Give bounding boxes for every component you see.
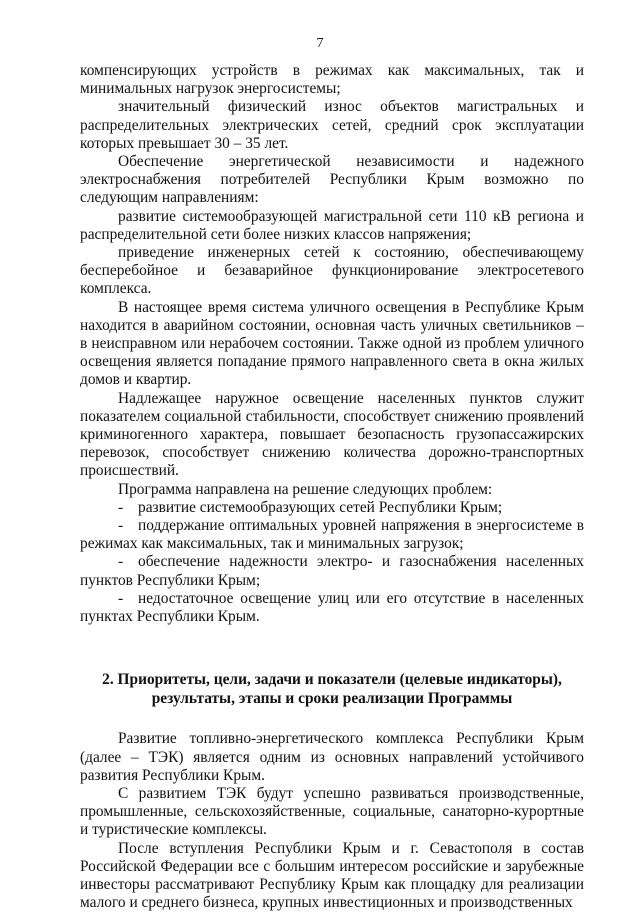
section-heading xyxy=(80,670,584,708)
paragraph: приведение инженерных сетей к состоянию, обеспечивающему бесперебойное и безаварийное функционирование электросетевого комплекса. xyxy=(80,244,584,298)
paragraph: развитие системообразующей магистральной сети 110 кВ региона и распределительной сети более низких классов напряжения; xyxy=(80,207,584,243)
paragraph: После вступления Республики Крым и г. Севастополя в состав Российской Федерации все с большим интересом российские и зарубежные инвесторы рассматривают Республику Крым как площадку для реализации малого и среднего бизнеса, крупных инвестиционных и производственных xyxy=(80,839,584,912)
list-item-text: обеспечение надежности электро- и газоснабжения населенных пунктов Республики Крым; xyxy=(80,553,584,589)
paragraph: компенсирующих устройств в режимах как максимальных, так и минимальных нагрузок энергосистемы; xyxy=(80,62,584,98)
paragraph: Развитие топливно-энергетического комплекса Республики Крым (далее – ТЭК) является одним из основных направлений устойчивого развития Республики Крым. xyxy=(80,730,584,784)
paragraph: значительный физический износ объектов магистральных и распределительных электрических сетей, средний срок эксплуатации которых превышает 30 – 35 лет. xyxy=(80,98,584,152)
spacer xyxy=(80,708,584,730)
list-item xyxy=(80,553,584,589)
list-item xyxy=(80,590,584,626)
paragraph: С развитием ТЭК будут успешно развиваться производственные, промышленные, сельскохозяйственные, социальные, санаторно-курортные и туристические комплексы. xyxy=(80,784,584,839)
document-body xyxy=(80,62,584,912)
dash-bullet: - xyxy=(118,553,124,571)
page-number: 7 xyxy=(316,36,324,51)
paragraph: Надлежащее наружное освещение населенных пунктов служит показателем социальной стабильности, способствует снижению проявлений криминогенного характера, повышает безопасность грузопассажирских перевозок, способствует снижению количества дорожно-транспортных происшествий. xyxy=(80,389,584,480)
list-item-text: недостаточное освещение улиц или его отсутствие в населенных пунктах Республики Крым. xyxy=(80,589,584,626)
dash-bullet: - xyxy=(118,589,124,607)
list-item xyxy=(80,499,584,517)
section-heading-line: 2. Приоритеты, цели, задачи и показатели (целевые индикаторы), xyxy=(102,671,562,689)
list-item-text: поддержание оптимальных уровней напряжения в энергосистеме в режимах как максимальных, так и минимальных загрузок; xyxy=(80,517,584,553)
paragraph: В настоящее время система уличного освещения в Республике Крым находится в аварийном состоянии, основная часть уличных светильников – в неисправном или нерабочем состоянии. Также одной из проблем уличного освещения является попадание прямого направленного света в окна жилых домов и квартир. xyxy=(80,298,584,389)
paragraph: Обеспечение энергетической независимости и надежного электроснабжения потребителей Республики Крым возможно по следующим направлениям: xyxy=(80,153,584,207)
section-heading-line: результаты, этапы и сроки реализации Программы xyxy=(151,690,513,708)
list-item xyxy=(80,517,584,553)
dash-bullet: - xyxy=(118,498,124,516)
dash-bullet: - xyxy=(118,517,124,535)
paragraph: Программа направлена на решение следующих проблем: xyxy=(118,480,493,498)
list-item-text: развитие системообразующих сетей Республики Крым; xyxy=(138,498,503,516)
